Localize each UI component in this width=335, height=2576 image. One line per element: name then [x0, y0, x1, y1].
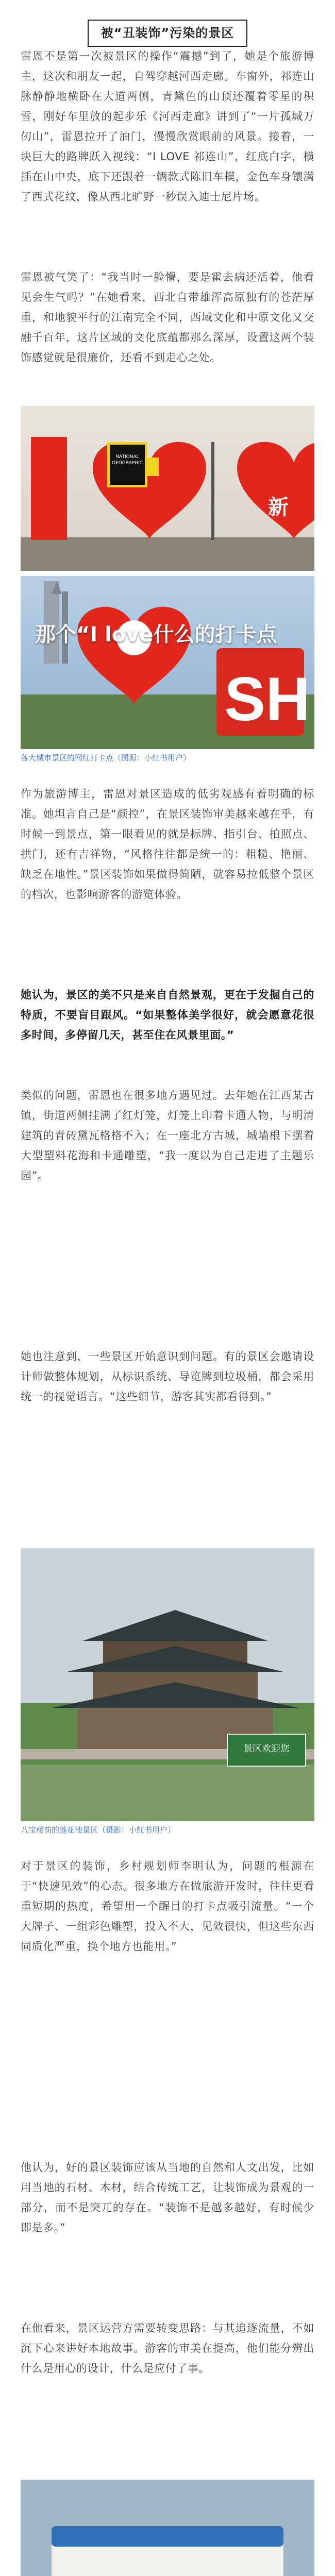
svg-text:新: 新 [268, 496, 289, 519]
paragraph-aesthetic-bold: 她认为，景区的美不只是来自自然景观，更在于发掘自己的特质，不要盲目跟风。“如果整体美学很好，就会愿意花很多时间，多停留几天，甚至住在风景里面。” [21, 989, 314, 1041]
paragraph-blogger: 作为旅游博主，雷恩对景区造成的低劣观感有着明确的标准。她坦言自己是“颜控”，在景区装饰审美越来越在乎，有时候一到景点，第一眼看见的就是标牌、指引台、拍照点、拱门，还有吉祥物，“风格往往都是统一的：粗糙、艳丽、缺乏在地性。”景区装饰如果做得简陋，就容易拉低整个景区的档次，也影响游客的游览体验。 [21, 788, 314, 901]
paragraph-reaction: 雷恩被气笑了：“我当时一脸懵，要是霍去病还活着，他看见会生气吗？”在她看来，西北自带雄浑高原独有的苍茫厚重，和地貌平行的江南完全不同，西域文化和中原文化又交融千百年，这片区域的文化底蕴都那么深厚，设置这两个装饰感觉就是很廉价，还看不到走心之处。 [21, 271, 314, 364]
photo-sign-wall [21, 2480, 314, 2576]
natgeo-badge-text: NATIONAL GEOGRAPHIC [112, 454, 143, 466]
pavilion-sign [227, 1734, 306, 1767]
natgeo-badge [107, 442, 147, 487]
paragraph-local: 他认为，好的景区装饰应该从当地的自然和人文出发，比如用当地的石材、木材，结合传统工艺，让装饰成为景观的一部分，而不是突兀的存在。“装饰不是越多越好，有时候少即是多。” [21, 2161, 314, 2234]
paragraph-intro: 雷恩不是第一次被景区的操作“震撼”到了，她是个旅游博主，这次和朋友一起，自驾穿越河西走廊。车窗外，祁连山脉静静地横卧在大道两侧，青黛色的山顶还覆着零星的积雪，刚好车里放的起步乐《河西走廊》讲到了“一片孤城万仞山”，雷恩拉开了油门，慢慢欣赏眼前的风景。接着，一块巨大的路牌跃入视线：“I LOVE 祁连山”，红底白字，横插在山中央，底下还跟着一辆款式陈旧车模，金色车身镶满了西式花纹，像从西北旷野一秒误入迪士尼片场。 [21, 50, 314, 203]
paragraph-advice: 在他看来，景区运营方需要转变思路：与其追逐流量，不如沉下心来讲好本地故事。游客的审美在提高，他们能分辨出什么是用心的设计，什么是应付了事。 [21, 2322, 314, 2375]
paragraph-improve: 她也注意到，一些景区开始意识到问题。有的景区会邀请设计师做整体规划，从标识系统、导览牌到垃圾桶，都会采用统一的视觉语言。“这些细节，游客其实都看得到。” [21, 1350, 314, 1403]
sh-sign-text: SH [224, 665, 310, 734]
image2-caption: 八宝楼前的莲花池景区（摄影：小红书用户） [21, 1825, 176, 1835]
paragraph-aesthetic [21, 985, 314, 1065]
pavilion-sign-text: 景区欢迎您 [243, 1743, 290, 1754]
paragraph-planner: 对于景区的装饰，乡村规划师李明认为，问题的根源在于“快速见效”的心态。很多地方在做旅游开发时，往往更看重短期的热度，希望用一个醒目的打卡点吸引流量。“一个大牌子、一组彩色雕塑，投入不大，见效很快，但这些东西同质化严重，换个地方也能用。” [21, 1860, 314, 1953]
pavilion-illustration [21, 1548, 314, 1821]
article-page [21, 0, 314, 2576]
photo-pavilion [21, 1548, 314, 1821]
sign-wall-illustration [21, 2480, 314, 2576]
paragraph-similar: 类似的问题，雷恩也在很多地方遇见过。去年她在江西某古镇，街道两侧挂满了红灯笼，灯笼上印着卡通人物，与明清建筑的青砖黛瓦格格不入；在一座北方古城，城墙根下摆着大型塑料花海和卡通雕塑，“我一度以为自己走进了主题乐园”。 [21, 1089, 314, 1182]
image1-caption: 各大城市景区的网红打卡点（图源：小红书用户） [21, 753, 191, 762]
title-wrap [21, 0, 314, 46]
image-overlay-text: 那个“I love什么的打卡点 [35, 623, 277, 647]
photo-love-signs [21, 406, 314, 749]
article-title: 被“丑装饰”污染的景区 [88, 20, 248, 47]
love-sign-illustration [21, 406, 314, 749]
